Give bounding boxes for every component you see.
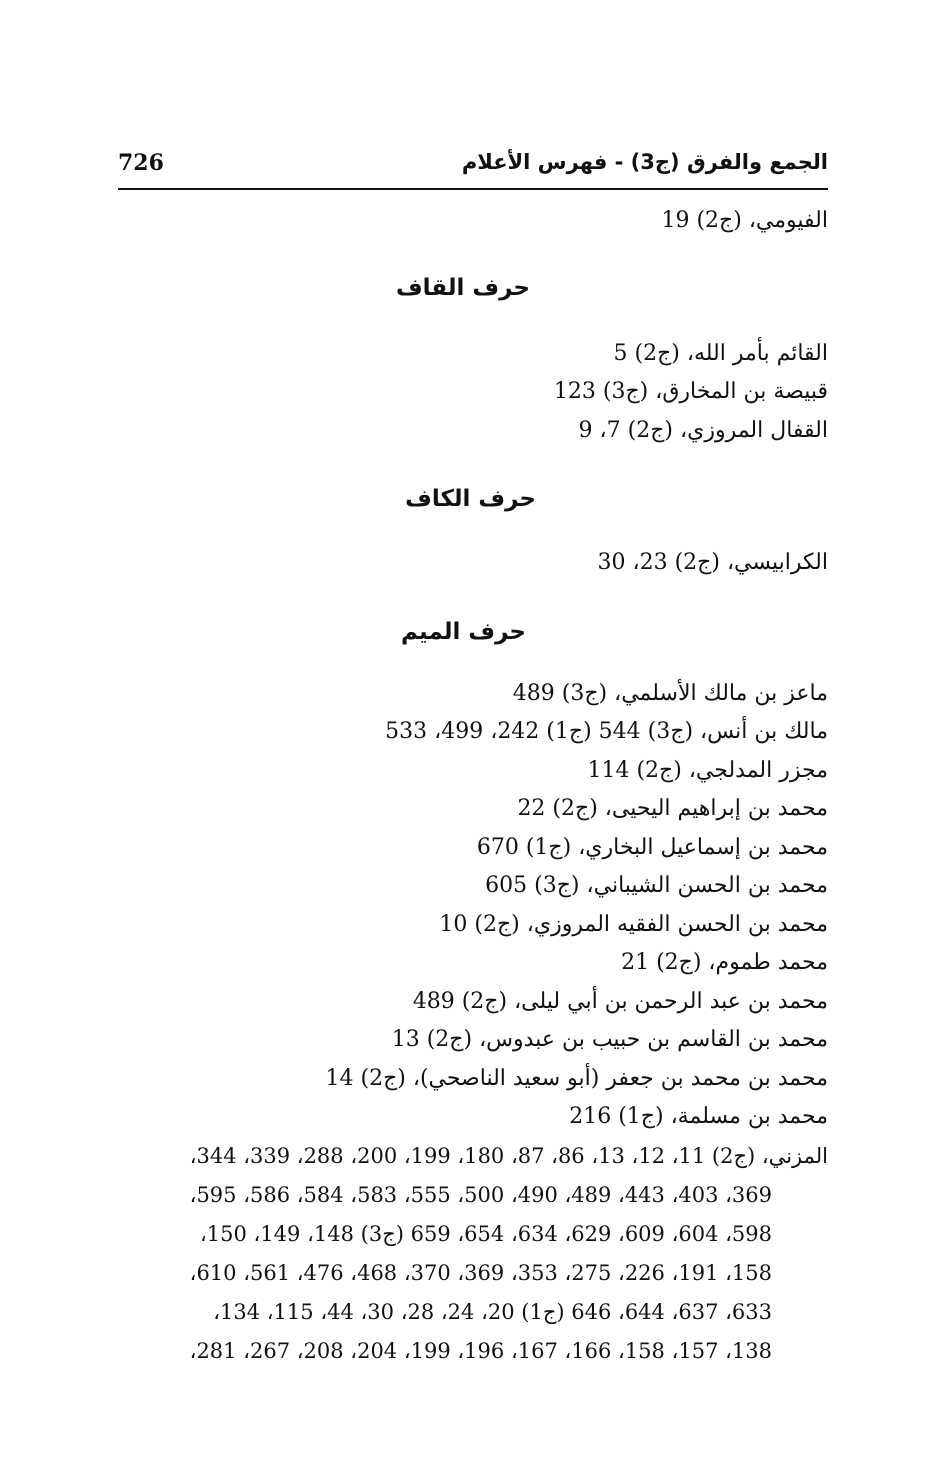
section-heading-kaf: حرف الكاف — [405, 486, 536, 512]
index-entry: محمد بن إبراهيم اليحيى، (ج2) 22 — [517, 796, 828, 821]
index-entry-continuation: 138، 157، 158، 166، 167، 196، 199، 204، 208، 267، 281، — [189, 1338, 772, 1363]
index-entry: محمد بن عبد الرحمن بن أبي ليلى، (ج2) 489 — [412, 988, 828, 1014]
index-entry: الفيومي، (ج2) 19 — [661, 208, 828, 233]
index-entry: محمد بن الحسن الفقيه المروزي، (ج2) 10 — [439, 911, 828, 937]
running-header — [118, 146, 828, 190]
index-entry-continuation: 633، 637، 644، 646 (ج1) 20، 24، 28، 30، 44، 115، 134، — [213, 1299, 772, 1324]
index-entry: محمد بن محمد بن جعفر (أبو سعيد الناصحي)، (ج2) 14 — [325, 1065, 828, 1091]
index-entry-muzani: المزني، (ج2) 11، 12، 13، 86، 87، 180، 199، 200، 288، 339، 344، — [189, 1143, 828, 1168]
index-entry-continuation: 369، 403، 443، 489، 490، 500، 555، 583، 584، 586، 595، — [189, 1182, 772, 1207]
index-entry-continuation: 158، 191، 226، 275، 353، 369، 370، 468، 476، 561، 610، — [189, 1260, 772, 1285]
index-entry: مجزر المدلجي، (ج2) 114 — [587, 757, 828, 783]
index-entry: محمد طموم، (ج2) 21 — [621, 950, 828, 975]
index-entry: محمد بن إسماعيل البخاري، (ج1) 670 — [476, 834, 828, 860]
index-body — [118, 202, 828, 1371]
index-entry: محمد بن مسلمة، (ج1) 216 — [569, 1104, 828, 1129]
index-entry: قبيصة بن المخارق، (ج3) 123 — [553, 379, 828, 404]
section-heading-mim: حرف الميم — [401, 618, 526, 645]
section-heading-qaf: حرف القاف — [395, 274, 530, 301]
index-entry: ماعز بن مالك الأسلمي، (ج3) 489 — [512, 680, 828, 706]
index-entry: محمد بن القاسم بن حبيب بن عبدوس، (ج2) 13 — [391, 1027, 828, 1052]
index-entry: القفال المروزي، (ج2) 7، 9 — [578, 417, 828, 443]
index-entry-continuation: 598، 604، 609، 629، 634، 654، 659 (ج3) 148، 149، 150، — [199, 1221, 772, 1246]
index-entry: محمد بن الحسن الشيباني، (ج3) 605 — [485, 873, 828, 898]
index-entry: مالك بن أنس، (ج3) 544 (ج1) 242، 499، 533 — [385, 719, 828, 744]
page-number: 726 — [118, 150, 164, 176]
index-entry: القائم بأمر الله، (ج2) 5 — [613, 340, 828, 366]
index-entry: الكرابيسي، (ج2) 23، 30 — [597, 550, 828, 575]
running-title: الجمع والفرق (ج3) - فهرس الأعلام — [461, 150, 828, 174]
